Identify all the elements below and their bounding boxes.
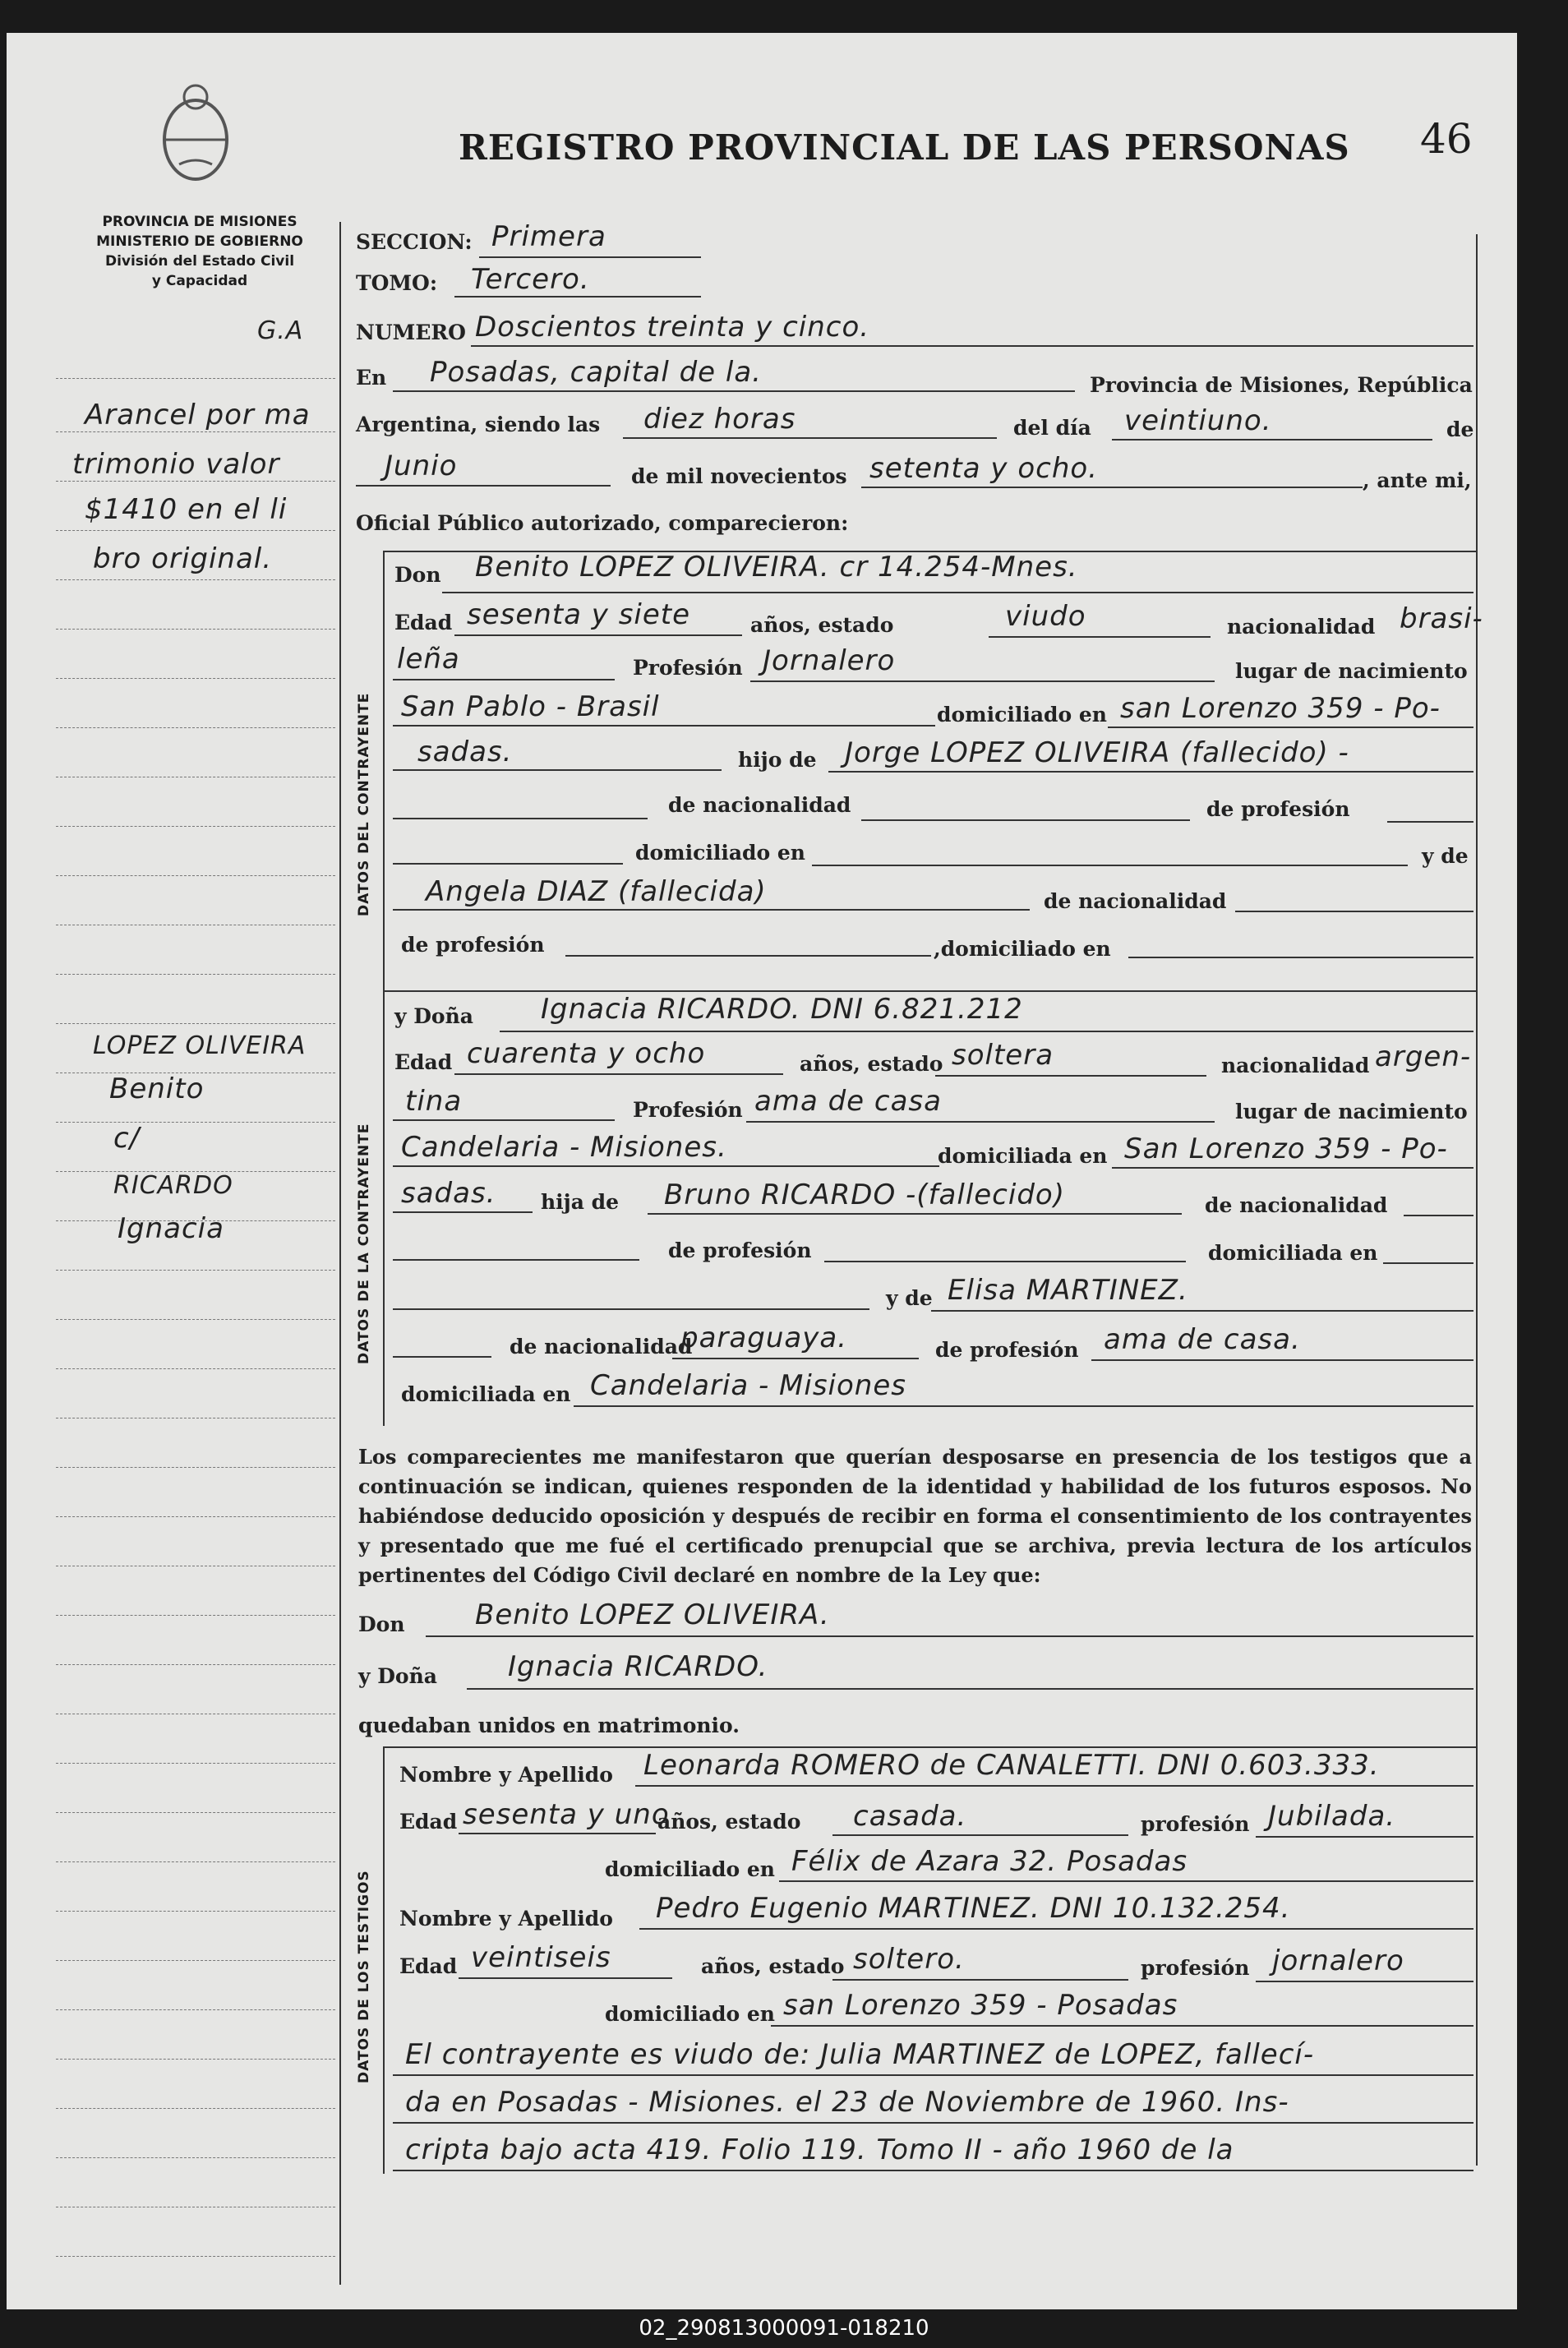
hora-value: diez horas (643, 403, 796, 436)
margin-initials: G.A (257, 316, 304, 345)
contrayente-2-madre-nacionalidad: paraguaya. (680, 1322, 847, 1354)
contrayente-madre: Angela DIAZ (fallecida) (426, 875, 767, 908)
testigos-side-label: DATOS DE LOS TESTIGOS (356, 1870, 372, 2083)
tomo-label: TOMO: (356, 271, 438, 295)
register-page (7, 33, 1517, 2309)
section-divider-1 (383, 551, 385, 994)
contrayente-2-side-label: DATOS DE LA CONTRAYENTE (356, 1123, 372, 1364)
profesion-label: Profesión (633, 656, 743, 680)
testigo-2-edad: veintiseis (471, 1941, 611, 1974)
page-title: REGISTRO PROVINCIAL DE LAS PERSONAS (459, 127, 1350, 168)
t1-edad-label: Edad (399, 1810, 458, 1834)
contrayente-2-madre: Elisa MARTINEZ. (948, 1274, 1188, 1307)
contrayente-2-nombre: Ignacia RICARDO. DNI 6.821.212 (541, 993, 1023, 1026)
seccion-label: SECCION: (356, 230, 473, 254)
coat-of-arms-icon (150, 82, 241, 189)
edad-label: Edad (394, 611, 453, 634)
testigo-2-profesion: jornalero (1272, 1944, 1404, 1977)
testigo-1-edad: sesenta y uno (463, 1798, 670, 1831)
en-value: Posadas, capital de la. (430, 356, 762, 389)
dona-final-label: y Doña (358, 1664, 437, 1688)
testigo-1-nombre: Leonarda ROMERO de CANALETTI. DNI 0.603.333. (643, 1749, 1380, 1782)
contrayente-2-lugar: Candelaria - Misiones. (401, 1131, 727, 1164)
domiciliado-label: domiciliado en (937, 703, 1107, 727)
madre-2-domiciliada-label: domiciliada en (401, 1382, 571, 1406)
padre-2-domiciliada-label: domiciliada en (1208, 1241, 1378, 1265)
contrayente-edad: sesenta y siete (467, 598, 691, 631)
t1-anios-estado-label: años, estado (657, 1810, 801, 1834)
margin-name-5: Ignacia (118, 1212, 224, 1245)
y-de-label: y de (1422, 844, 1469, 868)
frame-right (1476, 234, 1478, 2166)
contrayente-2-estado: soltera (952, 1039, 1054, 1072)
tomo-value: Tercero. (471, 263, 590, 296)
section-divider-3 (383, 1746, 385, 2174)
anios-estado-2-label: años, estado (800, 1052, 943, 1076)
madre-nacionalidad-label: de nacionalidad (1044, 889, 1227, 913)
mil-text: de mil novecientos (631, 464, 847, 488)
margin-arancel-4: bro original. (93, 542, 273, 575)
gov-line-4: y Capacidad (151, 273, 248, 289)
contrayente-2-profesion: ama de casa (754, 1085, 942, 1118)
lugar-nacimiento-2-label: lugar de nacimiento (1235, 1100, 1468, 1123)
provincia-text: Provincia de Misiones, República (1090, 373, 1473, 397)
contrayente-2-domicilio-b: sadas. (401, 1177, 496, 1210)
contrayente-2-padre: Bruno RICARDO -(fallecido) (664, 1179, 1065, 1211)
nota-linea-2: da en Posadas - Misiones. el 23 de Noviembre de 1960. Ins- (405, 2086, 1289, 2119)
government-heading (52, 212, 348, 291)
don-label: Don (394, 563, 441, 587)
dia-value: veintiuno. (1124, 404, 1272, 437)
testigo-1-estado: casada. (853, 1800, 967, 1833)
don-final-value: Benito LOPEZ OLIVEIRA. (475, 1598, 830, 1631)
footer-id: 02_290813000091-018210 (639, 2316, 929, 2341)
testigo-2-estado: soltero. (853, 1943, 965, 1976)
anio-value: setenta y ocho. (869, 452, 1098, 485)
margin-name-2: Benito (109, 1073, 205, 1105)
contrayente-side-label: DATOS DEL CONTRAYENTE (356, 692, 372, 916)
lugar-nacimiento-label: lugar de nacimiento (1235, 659, 1468, 683)
contrayente-2-edad: cuarenta y ocho (467, 1037, 706, 1070)
contrayente-2-nacionalidad-a: argen- (1375, 1040, 1472, 1073)
t1-nombre-label: Nombre y Apellido (399, 1763, 613, 1787)
t1-domiciliado-label: domiciliado en (605, 1857, 775, 1881)
gov-line-3: División del Estado Civil (104, 253, 295, 270)
domiciliada-label: domiciliada en (938, 1144, 1108, 1168)
nota-linea-1: El contrayente es viudo de: Julia MARTINEZ de LOPEZ, fallecí- (405, 2038, 1315, 2071)
dona-final-value: Ignacia RICARDO. (508, 1650, 768, 1683)
dona-label: y Doña (394, 1004, 473, 1028)
margin-name-1: LOPEZ OLIVEIRA (93, 1031, 307, 1060)
unidos-text: quedaban unidos en matrimonio. (358, 1714, 740, 1737)
contrayente-domicilio-b: sadas. (417, 736, 513, 768)
nacionalidad-2-label: nacionalidad (1221, 1054, 1370, 1077)
contrayente-nacionalidad-a: brasi- (1400, 602, 1483, 635)
t1-profesion-label: profesión (1141, 1812, 1250, 1836)
t2-edad-label: Edad (399, 1954, 458, 1978)
madre-domiciliado-label: ,domiciliado en (934, 937, 1111, 961)
margin-arancel-1: Arancel por ma (85, 399, 311, 431)
contrayente-domicilio-a: san Lorenzo 359 - Po- (1120, 692, 1441, 725)
margin-name-4: RICARDO (113, 1171, 233, 1200)
padre-nacionalidad-label: de nacionalidad (668, 793, 851, 817)
padre-domiciliado-label: domiciliado en (635, 841, 805, 865)
page-number: 46 (1420, 115, 1473, 163)
testigo-1-profesion: Jubilada. (1268, 1800, 1396, 1833)
y-de-2-label: y de (886, 1286, 933, 1310)
margin-arancel-2: trimonio valor (72, 448, 280, 481)
padre-profesion-label: de profesión (1206, 797, 1350, 821)
anios-estado-label: años, estado (750, 613, 894, 637)
t2-anios-estado-label: años, estado (701, 1954, 845, 1978)
en-label: En (356, 366, 387, 390)
testigo-2-nombre: Pedro Eugenio MARTINEZ. DNI 10.132.254. (656, 1892, 1291, 1925)
contrayente-estado: viudo (1005, 600, 1086, 633)
gov-line-1: PROVINCIA DE MISIONES (102, 214, 297, 230)
nota-linea-3: cripta bajo acta 419. Folio 119. Tomo II - año 1960 de la (405, 2133, 1234, 2166)
margin-arancel-3: $1410 en el li (85, 493, 288, 526)
contrayente-nombre: Benito LOPEZ OLIVEIRA. cr 14.254-Mnes. (475, 551, 1078, 584)
margin-divider (339, 222, 341, 2285)
section-divider-2 (383, 990, 385, 1426)
hijo-de-label: hijo de (738, 748, 817, 772)
madre-2-profesion-label: de profesión (935, 1338, 1079, 1362)
margin-name-3: c/ (113, 1122, 141, 1155)
padre-2-nacionalidad-label: de nacionalidad (1205, 1193, 1388, 1217)
padre-2-profesion-label: de profesión (668, 1239, 812, 1262)
contrayente-nacionalidad-b: leña (397, 643, 460, 676)
madre-2-nacionalidad-label: de nacionalidad (510, 1335, 693, 1359)
contrayente-2-domicilio-a: San Lorenzo 359 - Po- (1124, 1132, 1448, 1165)
argentina-text: Argentina, siendo las (356, 413, 601, 436)
don-final-label: Don (358, 1612, 405, 1636)
contrayente-2-nacionalidad-b: tina (405, 1085, 463, 1118)
t2-profesion-label: profesión (1141, 1956, 1250, 1980)
oficial-text: Oficial Público autorizado, comparecieron: (356, 511, 849, 535)
testigo-1-domicilio: Félix de Azara 32. Posadas (791, 1845, 1188, 1878)
gov-line-2: MINISTERIO DE GOBIERNO (96, 233, 303, 250)
nacionalidad-label: nacionalidad (1227, 615, 1376, 639)
contrayente-2-madre-domicilio: Candelaria - Misiones (590, 1369, 906, 1402)
profesion-2-label: Profesión (633, 1098, 743, 1122)
declaracion-text: Los comparecientes me manifestaron que querían desposarse en presencia de los testigos que a continuación se indican, quienes responden de la identidad y habilidad de los futuros esposos. No habiéndose deducido oposición y después de recibir en forma el consentimiento de los contrayentes y presentado que me fué el certificado prenupcial que se archiva, previa lectura de los artículos pertinentes del Código Civil declaré en nombre de la Ley que: (358, 1445, 1472, 1587)
numero-label: NUMERO (356, 321, 466, 344)
seccion-value: Primera (491, 220, 606, 253)
t2-domiciliado-label: domiciliado en (605, 2002, 775, 2026)
ante-mi-text: , ante mi, (1363, 468, 1472, 492)
madre-profesion-label: de profesión (401, 933, 545, 957)
t2-nombre-label: Nombre y Apellido (399, 1907, 613, 1931)
contrayente-padre: Jorge LOPEZ OLIVEIRA (fallecido) - (845, 736, 1349, 769)
del-dia-label: del día (1013, 416, 1091, 440)
contrayente-profesion: Jornalero (763, 644, 896, 677)
mes-value: Junio (385, 450, 458, 482)
contrayente-2-madre-profesion: ama de casa. (1104, 1323, 1301, 1356)
contrayente-lugar: San Pablo - Brasil (401, 690, 660, 723)
hija-de-label: hija de (541, 1190, 620, 1214)
numero-value: Doscientos treinta y cinco. (475, 311, 870, 344)
de-label: de (1446, 417, 1474, 441)
edad-2-label: Edad (394, 1050, 453, 1074)
testigo-2-domicilio: san Lorenzo 359 - Posadas (783, 1989, 1178, 2022)
